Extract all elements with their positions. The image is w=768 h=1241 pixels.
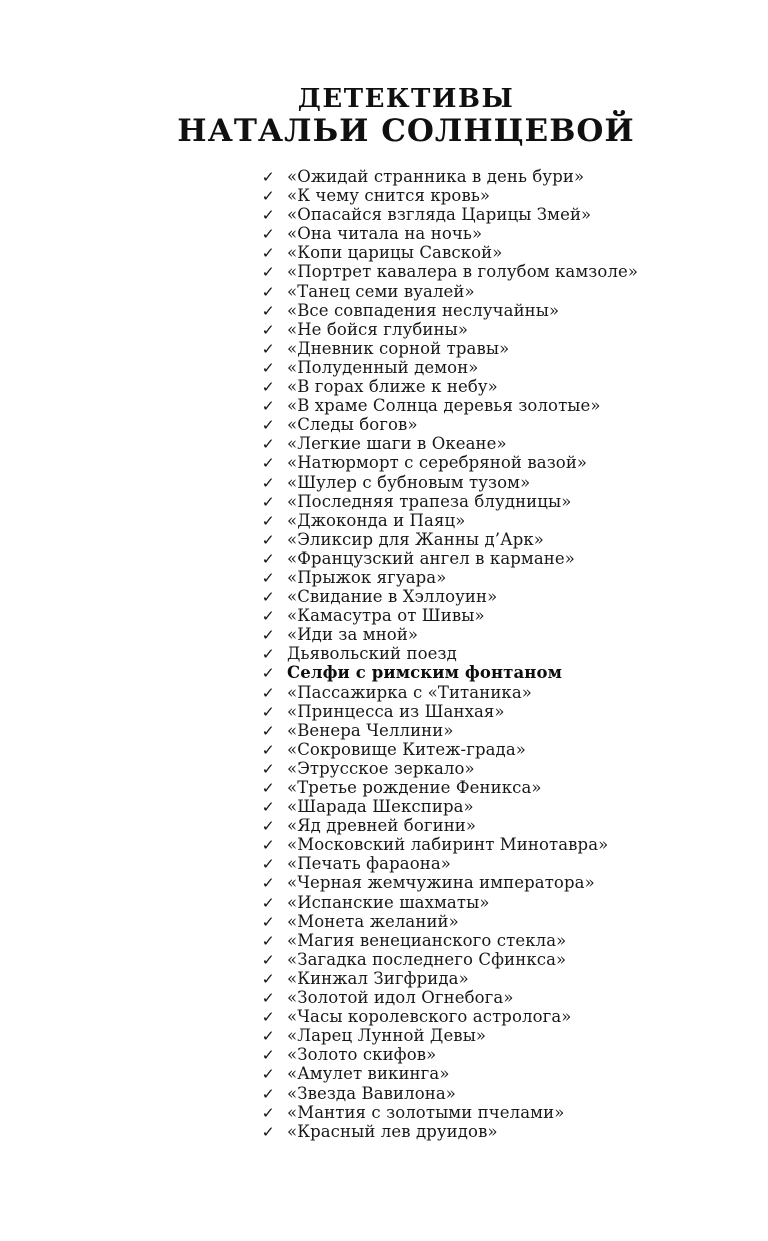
book-title: «Легкие шаги в Океане» xyxy=(287,434,507,454)
book-title: «Кинжал Зигфрида» xyxy=(287,968,469,988)
list-item xyxy=(262,988,638,1007)
check-icon: ✓ xyxy=(261,320,275,339)
book-title: «Полуденный демон» xyxy=(287,357,479,377)
book-title: «Сокровище Китеж-града» xyxy=(287,739,526,759)
book-title: «Портрет кавалера в голубом камзоле» xyxy=(287,262,639,282)
check-icon: ✓ xyxy=(261,1027,275,1046)
list-item xyxy=(262,1026,638,1045)
book-title: «Печать фараона» xyxy=(287,854,451,874)
book-title: «Этрусское зеркало» xyxy=(287,758,475,778)
check-icon: ✓ xyxy=(261,454,275,473)
list-item xyxy=(262,1103,638,1122)
book-title: «Эликсир для Жанны д’Арк» xyxy=(287,529,544,549)
list-item xyxy=(262,205,638,224)
check-icon: ✓ xyxy=(261,301,275,320)
book-title: «Свидание в Хэллоуин» xyxy=(287,587,498,607)
list-item xyxy=(262,587,638,606)
check-icon: ✓ xyxy=(261,626,275,645)
list-item xyxy=(262,396,638,415)
check-icon: ✓ xyxy=(261,836,275,855)
book-title: «Иди за мной» xyxy=(287,625,419,645)
list-item xyxy=(262,1007,638,1026)
book-title: «Копи царицы Савской» xyxy=(287,243,503,263)
check-icon: ✓ xyxy=(261,168,275,186)
check-icon: ✓ xyxy=(261,969,275,988)
list-item xyxy=(262,282,638,301)
book-title: «Пассажирка с «Титаника» xyxy=(287,682,532,702)
check-icon: ✓ xyxy=(261,1065,275,1084)
list-item xyxy=(262,912,638,931)
list-item xyxy=(262,530,638,549)
book-title: «Шарада Шекспира» xyxy=(287,797,474,817)
check-icon: ✓ xyxy=(261,702,275,721)
book-title: «Красный лев друидов» xyxy=(287,1121,498,1141)
check-icon: ✓ xyxy=(261,912,275,931)
book-title: «Прыжок ягуара» xyxy=(287,567,447,587)
check-icon: ✓ xyxy=(261,416,275,435)
book-title: «Часы королевского астролога» xyxy=(287,1007,572,1027)
list-item xyxy=(262,663,638,682)
check-icon: ✓ xyxy=(261,225,275,244)
list-item xyxy=(262,167,638,186)
check-icon: ✓ xyxy=(261,855,275,874)
book-title: «Не бойся глубины» xyxy=(287,319,469,339)
book-title: «Золото скифов» xyxy=(287,1045,437,1065)
list-item xyxy=(262,1064,638,1083)
check-icon: ✓ xyxy=(261,530,275,549)
list-item xyxy=(262,549,638,568)
book-title: «Монета желаний» xyxy=(287,911,459,931)
check-icon: ✓ xyxy=(261,931,275,950)
check-icon: ✓ xyxy=(261,339,275,358)
book-title: «В храме Солнца деревья золотые» xyxy=(287,396,601,416)
list-item xyxy=(262,854,638,873)
check-icon: ✓ xyxy=(261,893,275,912)
book-title: «Ларец Лунной Девы» xyxy=(287,1026,487,1046)
list-item xyxy=(262,702,638,721)
check-icon: ✓ xyxy=(261,683,275,702)
list-item xyxy=(262,492,638,511)
page-title-line2: НАТАЛЬИ СОЛНЦЕВОЙ xyxy=(177,113,635,149)
check-icon: ✓ xyxy=(261,473,275,492)
check-icon: ✓ xyxy=(261,1122,275,1141)
book-title: «Московский лабиринт Минотавра» xyxy=(287,835,609,855)
check-icon: ✓ xyxy=(261,607,275,626)
check-icon: ✓ xyxy=(261,282,275,301)
check-icon: ✓ xyxy=(261,511,275,530)
book-title: «Загадка последнего Сфинкса» xyxy=(287,949,567,969)
list-item xyxy=(262,453,638,472)
book-title: «Танец семи вуалей» xyxy=(287,281,475,301)
check-icon: ✓ xyxy=(261,874,275,893)
list-item xyxy=(262,625,638,644)
check-icon: ✓ xyxy=(261,989,275,1008)
book-title: «Опасайся взгляда Царицы Змей» xyxy=(287,205,592,225)
check-icon: ✓ xyxy=(261,645,275,664)
list-item xyxy=(262,473,638,492)
check-icon: ✓ xyxy=(261,779,275,797)
check-icon: ✓ xyxy=(261,397,275,416)
check-icon: ✓ xyxy=(261,721,275,740)
check-icon: ✓ xyxy=(261,435,275,454)
list-item xyxy=(262,606,638,625)
check-icon: ✓ xyxy=(261,244,275,263)
list-item xyxy=(262,224,638,243)
check-icon: ✓ xyxy=(261,263,275,282)
check-icon: ✓ xyxy=(261,187,275,206)
check-icon: ✓ xyxy=(261,358,275,377)
book-list xyxy=(262,167,638,1141)
list-item xyxy=(262,339,638,358)
list-item xyxy=(262,1084,638,1103)
check-icon: ✓ xyxy=(261,568,275,587)
list-item xyxy=(262,873,638,892)
list-item xyxy=(262,721,638,740)
check-icon: ✓ xyxy=(261,1008,275,1027)
list-item xyxy=(262,950,638,969)
book-title: «Принцесса из Шанхая» xyxy=(287,701,505,721)
list-item xyxy=(262,1045,638,1064)
book-title: «Камасутра от Шивы» xyxy=(287,606,485,626)
list-item xyxy=(262,377,638,396)
check-icon: ✓ xyxy=(261,1046,275,1065)
list-item xyxy=(262,186,638,205)
list-item xyxy=(262,415,638,434)
book-title: «Третье рождение Феникса» xyxy=(287,778,542,797)
list-item xyxy=(262,778,638,797)
book-title: «Она читала на ночь» xyxy=(287,224,483,244)
list-item xyxy=(262,358,638,377)
list-item xyxy=(262,301,638,320)
list-item xyxy=(262,759,638,778)
book-title: «К чему снится кровь» xyxy=(287,186,491,206)
book-title: «Амулет викинга» xyxy=(287,1064,450,1084)
book-title: «Дневник сорной травы» xyxy=(287,338,510,358)
list-item xyxy=(262,568,638,587)
check-icon: ✓ xyxy=(261,950,275,969)
list-item xyxy=(262,931,638,950)
check-icon: ✓ xyxy=(261,817,275,836)
book-title: «В горах ближе к небу» xyxy=(287,377,498,397)
book-title: Дьявольский поезд xyxy=(287,644,457,664)
book-title: «Магия венецианского стекла» xyxy=(287,930,567,950)
book-title: «Золотой идол Огнебога» xyxy=(287,988,514,1008)
book-title: «Черная жемчужина императора» xyxy=(287,873,595,893)
book-title: «Натюрморт с серебряной вазой» xyxy=(287,453,588,473)
book-title: «Следы богов» xyxy=(287,415,418,435)
check-icon: ✓ xyxy=(261,549,275,568)
list-item xyxy=(262,511,638,530)
book-title: «Ожидай странника в день бури» xyxy=(287,167,585,186)
list-item xyxy=(262,683,638,702)
check-icon: ✓ xyxy=(261,798,275,817)
check-icon: ✓ xyxy=(261,492,275,511)
check-icon: ✓ xyxy=(261,588,275,607)
book-title: Селфи с римским фонтаном xyxy=(287,663,562,683)
list-item xyxy=(262,816,638,835)
check-icon: ✓ xyxy=(261,378,275,397)
list-item xyxy=(262,1122,638,1141)
list-item xyxy=(262,644,638,663)
page-title-line1: ДЕТЕКТИВЫ xyxy=(297,84,515,114)
list-item xyxy=(262,740,638,759)
list-item xyxy=(262,320,638,339)
list-item xyxy=(262,262,638,281)
book-title: «Мантия с золотыми пчелами» xyxy=(287,1102,565,1122)
check-icon: ✓ xyxy=(261,206,275,225)
book-title: «Шулер с бубновым тузом» xyxy=(287,472,531,492)
book-title: «Яд древней богини» xyxy=(287,816,477,836)
list-item xyxy=(262,797,638,816)
book-title: «Венера Челлини» xyxy=(287,720,454,740)
list-item xyxy=(262,434,638,453)
book-title: «Французский ангел в кармане» xyxy=(287,548,575,568)
check-icon: ✓ xyxy=(261,1084,275,1103)
list-item xyxy=(262,243,638,262)
list-item xyxy=(262,835,638,854)
check-icon: ✓ xyxy=(261,759,275,778)
book-title: «Джоконда и Паяц» xyxy=(287,510,466,530)
book-title: «Звезда Вавилона» xyxy=(287,1083,456,1103)
book-title: «Испанские шахматы» xyxy=(287,892,490,912)
list-item xyxy=(262,893,638,912)
book-title: «Последняя трапеза блудницы» xyxy=(287,491,572,511)
list-item xyxy=(262,969,638,988)
book-title: «Все совпадения неслучайны» xyxy=(287,300,560,320)
check-icon: ✓ xyxy=(261,664,275,683)
check-icon: ✓ xyxy=(261,740,275,759)
check-icon: ✓ xyxy=(261,1103,275,1122)
